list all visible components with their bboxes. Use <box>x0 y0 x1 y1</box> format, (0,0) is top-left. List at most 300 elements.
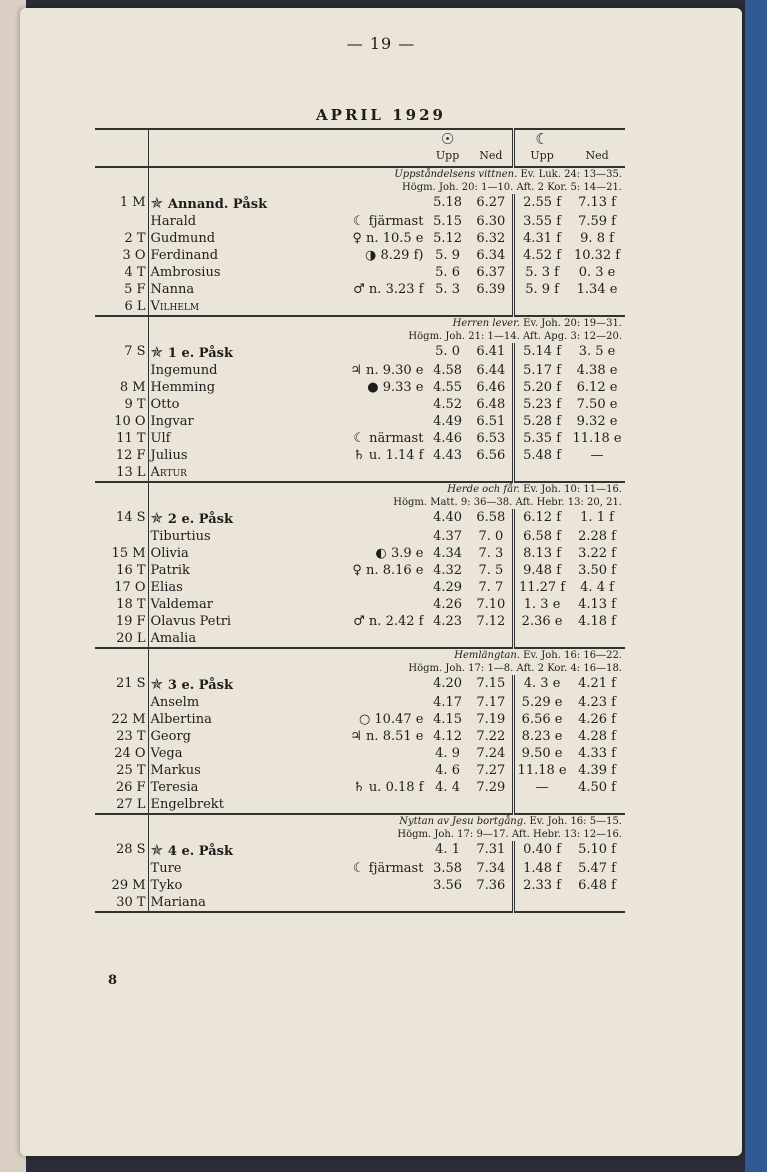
moon-rise-time: 3.55 f <box>514 214 570 231</box>
header-moon-rise <box>514 129 570 167</box>
day-row <box>96 265 625 282</box>
saint-name: Teresia <box>150 780 199 795</box>
sun-rise-time: 4.20 <box>426 676 469 695</box>
moon-set-time: 10.32 f <box>570 248 625 265</box>
day-label: 25 T <box>96 763 149 780</box>
sun-rise-time: 4. 9 <box>426 746 469 763</box>
gospel-title: Nyttan av Jesu bortgång. <box>399 816 527 827</box>
moon-set-time: 6.12 e <box>570 380 625 397</box>
sun-rise-time: 4.23 <box>426 614 469 631</box>
moon-set-time: 4.18 f <box>570 614 625 631</box>
astro-event: ◑ 8.29 f) <box>365 248 424 263</box>
day-label: 7 S <box>96 344 149 363</box>
day-label: 22 M <box>96 712 149 729</box>
day-row <box>96 631 625 649</box>
day-row <box>96 895 625 913</box>
sun-set-time: 7.27 <box>469 763 513 780</box>
sun-rise-time: 4. 4 <box>426 780 469 797</box>
astro-event: ♂ n. 2.42 f <box>353 614 424 629</box>
day-name <box>148 878 315 895</box>
day-label: 21 S <box>96 676 149 695</box>
saint-name: Hemming <box>150 380 216 395</box>
astro-event <box>315 299 426 317</box>
moon-set-time <box>570 299 625 317</box>
astro-event <box>315 842 426 861</box>
day-label: 2 T <box>96 231 149 248</box>
sun-rise-time: 5.15 <box>426 214 469 231</box>
day-label: 14 S <box>96 510 149 529</box>
saint-name: Mariana <box>150 895 206 910</box>
moon-rise-time: 8.13 f <box>514 546 570 563</box>
day-row <box>96 797 625 815</box>
day-label <box>96 529 149 546</box>
day-name <box>148 344 315 363</box>
astro-event <box>315 465 426 483</box>
saint-name: Otto <box>150 397 180 412</box>
day-row <box>96 729 625 746</box>
week-readings <box>148 482 624 510</box>
astro-event: ♀ n. 8.16 e <box>352 563 424 578</box>
moon-set-time: 7.59 f <box>570 214 625 231</box>
moon-rise-time: 9.48 f <box>514 563 570 580</box>
day-label: 29 M <box>96 878 149 895</box>
astro-event <box>315 895 426 913</box>
day-name <box>148 763 315 780</box>
astro-event: ♄ u. 0.18 f <box>353 780 424 795</box>
moon-set-time: 11.18 e <box>570 431 625 448</box>
astro-event <box>315 344 426 363</box>
day-row <box>96 712 625 729</box>
day-label: 3 O <box>96 248 149 265</box>
day-name <box>148 465 315 483</box>
saint-name: Ambrosius <box>150 265 221 280</box>
astro-event <box>315 695 426 712</box>
sun-rise-time: 4. 1 <box>426 842 469 861</box>
day-row <box>96 282 625 299</box>
sun-rise-time: 4.40 <box>426 510 469 529</box>
service-readings: Högm. Joh. 17: 1—8. Aft. 2 Kor. 4: 16—18. <box>408 663 622 674</box>
day-name <box>148 842 315 861</box>
moon-rise-time: 2.33 f <box>514 878 570 895</box>
astro-event <box>315 763 426 780</box>
moon-set-time: 4.13 f <box>570 597 625 614</box>
saint-name: Anselm <box>150 695 200 710</box>
moon-rise-time: 5. 3 f <box>514 265 570 282</box>
day-row <box>96 431 625 448</box>
moon-rise-time <box>514 797 570 815</box>
day-name <box>148 631 315 649</box>
moon-set-time: 7.50 e <box>570 397 625 414</box>
saint-name: Tiburtius <box>150 529 211 544</box>
sun-rise-time: 4.12 <box>426 729 469 746</box>
moon-rise-time: 5.17 f <box>514 363 570 380</box>
moon-rise-time: 6.12 f <box>514 510 570 529</box>
day-row <box>96 363 625 380</box>
saint-name: Ferdinand <box>150 248 219 263</box>
saint-name: Georg <box>150 729 191 744</box>
moon-rise-time: 1.48 f <box>514 861 570 878</box>
moon-rise-time: 5. 9 f <box>514 282 570 299</box>
sun-rise-time: 3.58 <box>426 861 469 878</box>
astro-event: ◐ 3.9 e <box>375 546 424 561</box>
day-name <box>148 414 315 431</box>
day-row <box>96 780 625 797</box>
sun-set-time: 6.27 <box>469 195 513 214</box>
service-readings: Högm. Joh. 17: 9—17. Aft. Hebr. 13: 12—16. <box>397 829 622 840</box>
header-row <box>96 129 625 167</box>
moon-set-time: 4.23 f <box>570 695 625 712</box>
saint-name: Julius <box>150 448 188 463</box>
day-label: 12 F <box>96 448 149 465</box>
week-day-cell <box>96 648 149 676</box>
astro-event <box>315 878 426 895</box>
day-name <box>148 448 315 465</box>
week-day-cell <box>96 316 149 344</box>
day-name <box>148 861 315 878</box>
day-name <box>148 729 315 746</box>
moon-set-time: 4. 4 f <box>570 580 625 597</box>
sun-set-time: 7.34 <box>469 861 513 878</box>
sun-set-time: 6.44 <box>469 363 513 380</box>
sun-rise-time: 4.17 <box>426 695 469 712</box>
signature-mark: 8 <box>108 973 118 988</box>
header-moon-rise-label: Upp <box>530 149 554 162</box>
moon-rise-time: 8.23 e <box>514 729 570 746</box>
day-row <box>96 299 625 317</box>
sun-rise-time: 4.52 <box>426 397 469 414</box>
day-label <box>96 861 149 878</box>
sun-set-time: 6.41 <box>469 344 513 363</box>
header-day <box>96 129 149 167</box>
astro-event <box>315 580 426 597</box>
astro-event <box>315 414 426 431</box>
saint-name: Engelbrekt <box>150 797 224 812</box>
day-name <box>148 895 315 913</box>
astro-event <box>315 529 426 546</box>
sun-set-time: 7.36 <box>469 878 513 895</box>
moon-rise-time: 1. 3 e <box>514 597 570 614</box>
moon-set-time: 4.38 e <box>570 363 625 380</box>
moon-rise-time: 5.29 e <box>514 695 570 712</box>
day-name <box>148 597 315 614</box>
moon-set-time: 4.26 f <box>570 712 625 729</box>
day-row <box>96 248 625 265</box>
moon-set-time: 0. 3 e <box>570 265 625 282</box>
saint-name: Ingemund <box>150 363 218 378</box>
sunday-title: 4 e. Påsk <box>167 844 233 859</box>
astro-event: ♃ n. 8.51 e <box>350 729 424 744</box>
astro-event: ● 9.33 e <box>367 380 424 395</box>
saint-name: Gudmund <box>150 231 216 246</box>
moon-rise-time: 9.50 e <box>514 746 570 763</box>
moon-set-time: 6.48 f <box>570 878 625 895</box>
moon-rise-time: 5.23 f <box>514 397 570 414</box>
service-readings: Högm. Matt. 9: 36—38. Aft. Hebr. 13: 20, 21. <box>393 497 622 508</box>
day-row <box>96 614 625 631</box>
sun-set-time: 7.22 <box>469 729 513 746</box>
gospel-reading: Ev. Joh. 16: 5—15. <box>529 816 622 827</box>
astro-event <box>315 631 426 649</box>
day-label <box>96 695 149 712</box>
sun-icon: ☉ <box>440 130 455 148</box>
week-readings <box>148 167 624 195</box>
astro-event: ♀ n. 10.5 e <box>352 231 424 246</box>
day-label: 8 M <box>96 380 149 397</box>
gospel-title: Hemlängtan. <box>454 650 520 661</box>
day-name <box>148 231 315 248</box>
sun-rise-time: 4.55 <box>426 380 469 397</box>
gospel-title: Uppståndelsens vittnen. <box>394 169 518 180</box>
moon-set-time: 4.21 f <box>570 676 625 695</box>
astro-event <box>315 397 426 414</box>
day-name <box>148 580 315 597</box>
sun-rise-time <box>426 895 469 913</box>
moon-rise-time <box>514 631 570 649</box>
moon-rise-time: 5.35 f <box>514 431 570 448</box>
day-name <box>148 797 315 815</box>
day-label: 23 T <box>96 729 149 746</box>
moon-set-time <box>570 631 625 649</box>
sun-set-time: 7.24 <box>469 746 513 763</box>
moon-rise-time: 0.40 f <box>514 842 570 861</box>
week-heading-row <box>96 814 625 842</box>
day-label: 30 T <box>96 895 149 913</box>
day-name <box>148 248 315 265</box>
day-name <box>148 563 315 580</box>
gospel-title: Herde och får. <box>447 484 520 495</box>
day-name <box>148 746 315 763</box>
moon-set-time: 5.10 f <box>570 842 625 861</box>
sunday-title: 1 e. Påsk <box>167 346 233 361</box>
sun-rise-time <box>426 465 469 483</box>
week-readings <box>148 814 624 842</box>
sun-set-time: 7. 3 <box>469 546 513 563</box>
moon-set-time: 3. 5 e <box>570 344 625 363</box>
sun-set-time: 6.37 <box>469 265 513 282</box>
day-row <box>96 861 625 878</box>
saint-name: Patrik <box>150 563 190 578</box>
moon-set-time <box>570 895 625 913</box>
sun-rise-time: 4.43 <box>426 448 469 465</box>
day-name <box>148 380 315 397</box>
astro-event: ☾ fjärmast <box>352 861 424 876</box>
sun-rise-time: 4.26 <box>426 597 469 614</box>
sun-set-time: 6.30 <box>469 214 513 231</box>
header-moon-events <box>315 129 426 167</box>
day-row <box>96 580 625 597</box>
week-heading-row <box>96 482 625 510</box>
day-row <box>96 529 625 546</box>
day-row <box>96 563 625 580</box>
gospel-reading: Ev. Luk. 24: 13—35. <box>520 169 622 180</box>
moon-set-time: 9. 8 f <box>570 231 625 248</box>
day-row <box>96 465 625 483</box>
moon-rise-time: 4.52 f <box>514 248 570 265</box>
moon-set-time: 4.28 f <box>570 729 625 746</box>
day-name <box>148 397 315 414</box>
day-row <box>96 414 625 431</box>
sun-rise-time <box>426 631 469 649</box>
moon-set-time: 4.33 f <box>570 746 625 763</box>
sunday-title: 2 e. Påsk <box>167 512 233 527</box>
day-row <box>96 763 625 780</box>
day-label: 19 F <box>96 614 149 631</box>
sun-rise-time: 4.32 <box>426 563 469 580</box>
astro-event <box>315 510 426 529</box>
day-name <box>148 712 315 729</box>
moon-rise-time: 11.18 e <box>514 763 570 780</box>
saint-name: Markus <box>150 763 201 778</box>
astro-event <box>315 265 426 282</box>
moon-rise-time: 4.31 f <box>514 231 570 248</box>
saint-name: Olavus Petri <box>150 614 232 629</box>
day-name <box>148 299 315 317</box>
sun-set-time: 6.48 <box>469 397 513 414</box>
moon-set-time: 4.50 f <box>570 780 625 797</box>
moon-rise-time: 11.27 f <box>514 580 570 597</box>
astro-event <box>315 597 426 614</box>
sun-rise-time: 4.37 <box>426 529 469 546</box>
moon-icon: ☾ <box>535 130 549 148</box>
astro-event: ♂ n. 3.23 f <box>353 282 424 297</box>
day-row <box>96 231 625 248</box>
moon-rise-time <box>514 895 570 913</box>
day-label: 20 L <box>96 631 149 649</box>
moon-set-time: 3.50 f <box>570 563 625 580</box>
moon-rise-time: 2.36 e <box>514 614 570 631</box>
astro-event: ♄ u. 1.14 f <box>353 448 424 463</box>
week-readings <box>148 316 624 344</box>
week-heading-row <box>96 316 625 344</box>
moon-set-time: 3.22 f <box>570 546 625 563</box>
moon-set-time: 7.13 f <box>570 195 625 214</box>
sun-set-time: 7. 7 <box>469 580 513 597</box>
moon-rise-time: 5.14 f <box>514 344 570 363</box>
day-row <box>96 842 625 861</box>
sunday-title: Annand. Påsk <box>167 197 268 212</box>
day-label: 18 T <box>96 597 149 614</box>
service-readings: Högm. Joh. 20: 1—10. Aft. 2 Kor. 5: 14—21. <box>402 182 622 193</box>
sun-rise-time: 4. 6 <box>426 763 469 780</box>
day-name <box>148 529 315 546</box>
header-sun-rise-label: Upp <box>435 149 460 162</box>
sun-set-time: 7. 5 <box>469 563 513 580</box>
sun-set-time: 6.32 <box>469 231 513 248</box>
header-sun-set-label: Ned <box>479 149 503 162</box>
sunday-star-icon: ✯ <box>150 343 168 361</box>
day-name <box>148 265 315 282</box>
saint-name: Ulf <box>150 431 171 446</box>
sunday-star-icon: ✯ <box>150 841 168 859</box>
moon-set-time: 9.32 e <box>570 414 625 431</box>
sunday-title: 3 e. Påsk <box>167 678 233 693</box>
page-number: — 19 — <box>346 34 416 53</box>
sun-set-time <box>469 631 513 649</box>
astro-event <box>315 195 426 214</box>
header-moon-set-label: Ned <box>585 149 609 162</box>
day-row <box>96 380 625 397</box>
saint-name: Valdemar <box>150 597 213 612</box>
sun-rise-time: 4.49 <box>426 414 469 431</box>
sun-rise-time: 3.56 <box>426 878 469 895</box>
astro-event: ☾ närmast <box>353 431 424 446</box>
sun-set-time: 7. 0 <box>469 529 513 546</box>
sun-rise-time: 5. 3 <box>426 282 469 299</box>
saint-name: Vilhelm <box>150 299 200 314</box>
astro-event <box>315 746 426 763</box>
month-title: APRIL 1929 <box>316 106 446 124</box>
moon-rise-time: — <box>514 780 570 797</box>
sun-rise-time: 5.18 <box>426 195 469 214</box>
day-label: 28 S <box>96 842 149 861</box>
moon-set-time: 5.47 f <box>570 861 625 878</box>
sun-set-time: 6.46 <box>469 380 513 397</box>
header-moon-set <box>570 129 625 167</box>
astro-event <box>315 676 426 695</box>
day-name <box>148 282 315 299</box>
saint-name: Amalia <box>150 631 197 646</box>
day-row <box>96 448 625 465</box>
day-label: 11 T <box>96 431 149 448</box>
calendar-table <box>95 128 625 913</box>
saint-name: Harald <box>150 214 197 229</box>
astro-event: ☾ fjärmast <box>352 214 424 229</box>
sun-set-time: 7.17 <box>469 695 513 712</box>
moon-rise-time: 5.20 f <box>514 380 570 397</box>
day-label <box>96 214 149 231</box>
sun-set-time <box>469 895 513 913</box>
sun-set-time: 7.15 <box>469 676 513 695</box>
sun-rise-time: 5. 6 <box>426 265 469 282</box>
moon-set-time: 1.34 e <box>570 282 625 299</box>
day-label: 17 O <box>96 580 149 597</box>
week-heading-row <box>96 648 625 676</box>
sun-rise-time: 4.15 <box>426 712 469 729</box>
day-row <box>96 676 625 695</box>
sunday-star-icon: ✯ <box>150 509 168 527</box>
day-label: 27 L <box>96 797 149 815</box>
sun-set-time: 6.34 <box>469 248 513 265</box>
day-label: 10 O <box>96 414 149 431</box>
day-label: 13 L <box>96 465 149 483</box>
day-label: 15 M <box>96 546 149 563</box>
moon-rise-time: 2.55 f <box>514 195 570 214</box>
sun-set-time: 6.53 <box>469 431 513 448</box>
day-label: 6 L <box>96 299 149 317</box>
saint-name: Vega <box>150 746 183 761</box>
day-row <box>96 344 625 363</box>
sunday-star-icon: ✯ <box>150 675 168 693</box>
sunday-star-icon: ✯ <box>150 194 168 212</box>
sun-rise-time: 5. 0 <box>426 344 469 363</box>
day-row <box>96 746 625 763</box>
sun-set-time <box>469 465 513 483</box>
moon-rise-time: 6.58 f <box>514 529 570 546</box>
moon-rise-time: 5.28 f <box>514 414 570 431</box>
astro-event: ○ 10.47 e <box>358 712 424 727</box>
day-name <box>148 363 315 380</box>
gospel-reading: Ev. Joh. 16: 16—22. <box>523 650 622 661</box>
day-name <box>148 695 315 712</box>
day-label: 24 O <box>96 746 149 763</box>
sun-set-time: 6.39 <box>469 282 513 299</box>
moon-set-time: 2.28 f <box>570 529 625 546</box>
week-readings <box>148 648 624 676</box>
saint-name: Nanna <box>150 282 195 297</box>
week-day-cell <box>96 167 149 195</box>
gospel-reading: Ev. Joh. 10: 11—16. <box>523 484 622 495</box>
header-sun-rise <box>426 129 469 167</box>
